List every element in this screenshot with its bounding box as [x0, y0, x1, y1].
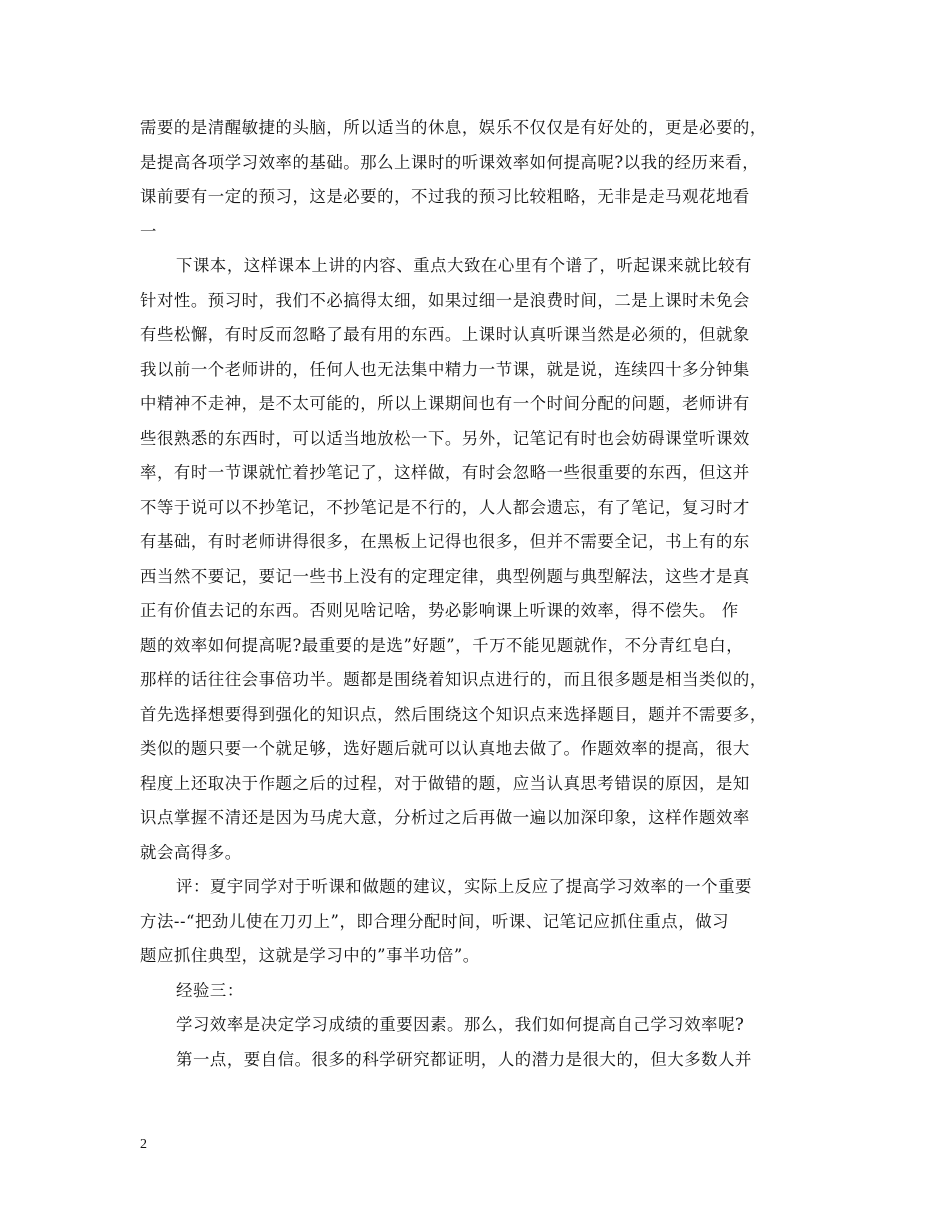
- text-line: 首先选择想要得到强化的知识点，然后围绕这个知识点来选择题目，题并不需要多，: [140, 704, 767, 724]
- text-line: 西当然不要记，要记一些书上没有的定理定律，典型例题与典型解法，这些才是真: [140, 566, 750, 586]
- text-line: 一: [140, 221, 157, 241]
- text-line: 评：夏宇同学对于听课和做题的建议，实际上反应了提高学习效率的一个重要: [176, 877, 752, 896]
- text-line: 类似的题只要一个就足够，选好题后就可以认真地去做了。作题效率的提高，很大: [140, 739, 750, 758]
- text-line: 题应抓住典型，这就是学习中的”事半功倍”。: [140, 946, 480, 965]
- text-line: 率，有时一节课就忙着抄笔记了，这样做，有时会忽略一些很重要的东西，但这并: [140, 463, 750, 482]
- text-line: 我以前一个老师讲的，任何人也无法集中精力一节课，就是说，连续四十多分钟集: [140, 359, 750, 379]
- text-line: 学习效率是决定学习成绩的重要因素。那么，我们如何提高自己学习效率呢?: [176, 1015, 745, 1034]
- text-line: 中精神不走神，是不太可能的，所以上课期间也有一个时间分配的问题，老师讲有: [140, 394, 750, 413]
- text-line: 下课本，这样课本上讲的内容、重点大致在心里有个谱了，听起课来就比较有: [176, 256, 752, 275]
- text-line: 题的效率如何提高呢?最重要的是选”好题”，千万不能见题就作，不分青红皂白，: [140, 635, 744, 655]
- text-line: 些很熟悉的东西时，可以适当地放松一下。另外，记笔记有时也会妨碍课堂听课效: [140, 428, 750, 448]
- text-line: 需要的是清醒敏捷的头脑，所以适当的休息，娱乐不仅仅是有好处的，更是必要的，: [140, 118, 767, 137]
- body-text: [140, 111, 812, 1077]
- text-line: 方法--“把劲儿使在刀刃上”，即合理分配时间，听课、记笔记应抓住重点，做习: [140, 911, 730, 931]
- text-line: 不等于说可以不抄笔记，不抄笔记是不行的，人人都会遗忘，有了笔记，复习时才: [140, 497, 750, 517]
- text-line: 那样的话往往会事倍功半。题都是围绕着知识点进行的，而且很多题是相当类似的，: [140, 670, 767, 689]
- text-line: 识点掌握不清还是因为马虎大意，分析过之后再做一遍以加深印象，这样作题效率: [140, 808, 750, 827]
- text-line: 有基础，有时老师讲得很多，在黑板上记得也很多，但并不需要全记，书上有的东: [140, 532, 750, 551]
- text-line: 程度上还取决于作题之后的过程，对于做错的题，应当认真思考错误的原因，是知: [140, 773, 750, 793]
- text-line: 是提高各项学习效率的基础。那么上课时的听课效率如何提高呢?以我的经历来看，: [140, 152, 760, 172]
- text-line: 正有价值去记的东西。否则见啥记啥，势必影响课上听课的效率，得不偿失。 作: [140, 601, 739, 620]
- text-line: 课前要有一定的预习，这是必要的，不过我的预习比较粗略，无非是走马观花地看: [140, 187, 750, 206]
- text-line: 有些松懈，有时反而忽略了最有用的东西。上课时认真听课当然是必须的，但就象: [140, 325, 750, 344]
- section-heading: 经验三：: [176, 980, 244, 1000]
- text-line: 针对性。预习时，我们不必搞得太细，如果过细一是浪费时间，二是上课时未免会: [140, 290, 750, 310]
- text-line: 就会高得多。: [140, 842, 242, 862]
- page-number: 2: [140, 1137, 147, 1152]
- text-line: 第一点，要自信。很多的科学研究都证明，人的潜力是很大的，但大多数人并: [176, 1049, 752, 1069]
